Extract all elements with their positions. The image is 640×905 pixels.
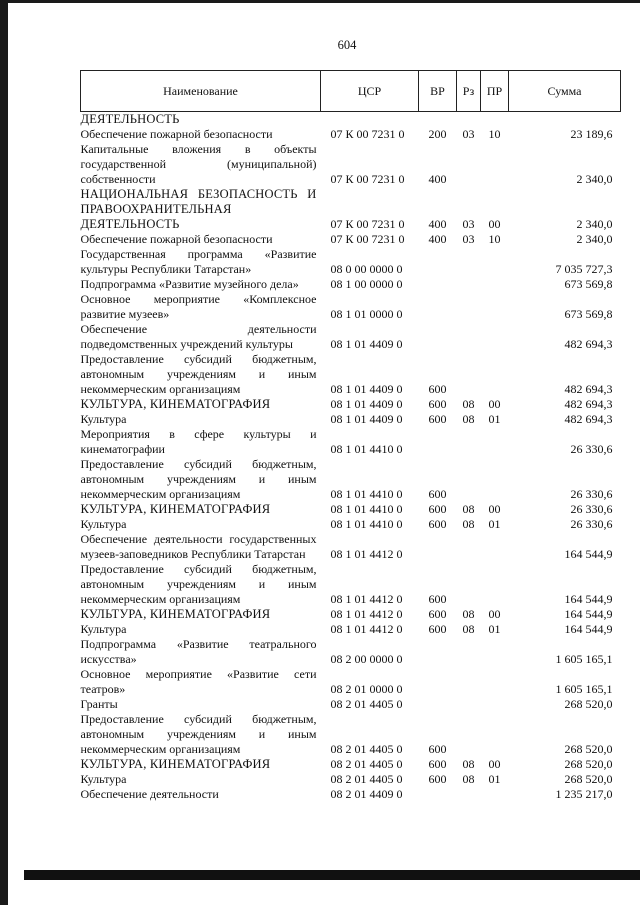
row-sum: 482 694,3 [564, 412, 613, 426]
row-pr [481, 712, 509, 757]
row-rz: 08 [462, 622, 475, 636]
row-csr: 07 К 00 7231 0 [330, 232, 405, 246]
row-pr [481, 277, 509, 292]
row-pr [481, 142, 509, 187]
row-csr: 08 2 01 4405 0 [330, 772, 403, 786]
row-sum: 268 520,0 [564, 772, 613, 786]
row-csr: 08 2 01 4405 0 [330, 757, 403, 771]
row-rz [457, 427, 481, 457]
row-pr [481, 532, 509, 562]
row-rz: 08 [462, 517, 475, 531]
header-vr: ВР [419, 71, 457, 112]
row-name-text: Культура [80, 412, 127, 426]
row-csr: 08 1 01 4409 0 [330, 382, 403, 396]
table-row [81, 517, 621, 532]
row-sum: 2 340,0 [576, 172, 613, 186]
scan-edge-top [0, 0, 640, 3]
page-number: 604 [337, 38, 357, 52]
row-name-text: Культура [80, 517, 127, 531]
header-rz: Рз [457, 71, 481, 112]
row-csr: 08 1 01 4412 0 [330, 607, 403, 621]
table-row [81, 352, 621, 397]
table-row [81, 622, 621, 637]
row-rz [457, 247, 481, 277]
row-sum: 26 330,6 [570, 517, 613, 531]
row-csr: 07 К 00 7231 0 [330, 127, 405, 141]
row-name [81, 292, 321, 322]
row-vr: 400 [428, 172, 447, 186]
row-name-text: Основное мероприятие «Комплексное развитие музеев» [80, 292, 317, 321]
table-row [81, 607, 621, 622]
row-pr [481, 457, 509, 502]
row-rz: 08 [462, 397, 475, 411]
row-rz [457, 322, 481, 352]
row-vr: 600 [428, 487, 447, 501]
row-name-text: Мероприятия в сфере культуры и кинематографии [80, 427, 317, 456]
row-sum: 482 694,3 [564, 382, 613, 396]
row-rz [457, 277, 481, 292]
row-pr [481, 787, 509, 802]
row-name-text: Основное мероприятие «Развитие сети театров» [80, 667, 317, 696]
row-csr: 08 2 01 4405 0 [330, 697, 403, 711]
table-row [81, 412, 621, 427]
header-pr: ПР [481, 71, 509, 112]
table-row [81, 712, 621, 757]
table-row [81, 757, 621, 772]
row-name [81, 502, 321, 517]
row-pr: 00 [488, 607, 501, 621]
row-name [81, 532, 321, 562]
row-sum: 7 035 727,3 [555, 262, 613, 276]
row-sum [509, 112, 621, 128]
table-row [81, 562, 621, 607]
row-vr: 600 [428, 397, 447, 411]
table-row [81, 397, 621, 412]
row-sum: 164 544,9 [564, 607, 613, 621]
row-name-text: Гранты [80, 697, 118, 711]
row-pr [481, 427, 509, 457]
row-vr: 200 [428, 127, 447, 141]
row-sum: 482 694,3 [564, 397, 613, 411]
row-name [81, 412, 321, 427]
row-name [81, 787, 321, 802]
row-sum: 1 235 217,0 [555, 787, 613, 801]
row-sum: 26 330,6 [570, 487, 613, 501]
row-name-text: Обеспечение пожарной безопасности [80, 232, 273, 246]
row-name [81, 427, 321, 457]
row-name [81, 757, 321, 772]
row-vr [419, 277, 457, 292]
row-vr: 600 [428, 382, 447, 396]
row-name [81, 142, 321, 187]
row-pr [481, 667, 509, 697]
table-body [81, 112, 621, 803]
row-name [81, 772, 321, 787]
row-name-text: Капитальные вложения в объекты государственной (муниципальной) собственности [80, 142, 317, 186]
row-pr [481, 637, 509, 667]
row-sum: 673 569,8 [564, 307, 613, 321]
row-pr [481, 352, 509, 397]
row-name [81, 352, 321, 397]
row-vr: 600 [428, 772, 447, 786]
scan-edge-bottom [24, 870, 640, 880]
row-vr [419, 787, 457, 802]
row-vr: 400 [428, 232, 447, 246]
row-name [81, 322, 321, 352]
row-sum: 268 520,0 [564, 697, 613, 711]
table-row [81, 427, 621, 457]
table-row [81, 667, 621, 697]
row-name [81, 667, 321, 697]
row-name [81, 712, 321, 757]
row-csr: 08 1 01 4412 0 [330, 622, 403, 636]
table-row [81, 187, 621, 232]
row-name [81, 112, 321, 128]
row-pr: 10 [488, 127, 501, 141]
row-rz [457, 532, 481, 562]
row-rz [457, 787, 481, 802]
row-csr: 07 К 00 7231 0 [330, 217, 405, 231]
row-rz: 08 [462, 502, 475, 516]
row-csr: 08 0 00 0000 0 [330, 262, 403, 276]
row-csr: 08 1 01 4409 0 [330, 337, 403, 351]
row-vr: 600 [428, 607, 447, 621]
row-vr [419, 667, 457, 697]
row-pr: 10 [488, 232, 501, 246]
row-csr: 08 1 00 0000 0 [330, 277, 403, 291]
row-pr [481, 322, 509, 352]
row-vr [419, 697, 457, 712]
header-name: Наименование [81, 71, 321, 112]
table-row [81, 142, 621, 187]
budget-table-wrapper [80, 70, 620, 802]
row-vr: 400 [428, 217, 447, 231]
row-name [81, 622, 321, 637]
table-row [81, 787, 621, 802]
row-rz [457, 292, 481, 322]
row-sum: 164 544,9 [564, 547, 613, 561]
row-rz: 03 [462, 217, 475, 231]
row-vr [419, 427, 457, 457]
table-row [81, 127, 621, 142]
row-csr: 08 1 01 4409 0 [330, 397, 403, 411]
row-pr: 01 [488, 412, 501, 426]
row-rz: 08 [462, 772, 475, 786]
row-name [81, 277, 321, 292]
row-pr: 00 [488, 217, 501, 231]
row-csr [321, 112, 419, 128]
row-rz [457, 637, 481, 667]
row-pr [481, 562, 509, 607]
row-name-text: ДЕЯТЕЛЬНОСТЬ [80, 112, 180, 126]
row-vr [419, 322, 457, 352]
row-name [81, 517, 321, 532]
row-name-text: Обеспечение пожарной безопасности [80, 127, 273, 141]
table-row [81, 112, 621, 128]
row-name [81, 607, 321, 622]
row-rz [457, 142, 481, 187]
row-csr: 08 1 01 4412 0 [330, 592, 403, 606]
row-name-text: Обеспечение деятельности государственных музеев-заповедников Республики Татарстан [80, 532, 317, 561]
row-csr: 08 2 01 4409 0 [330, 787, 403, 801]
row-name-text: Обеспечение деятельности подведомственных учреждений культуры [80, 322, 317, 351]
table-row [81, 247, 621, 277]
row-csr: 08 2 01 0000 0 [330, 682, 403, 696]
row-rz: 08 [462, 607, 475, 621]
row-name [81, 637, 321, 667]
row-vr [419, 292, 457, 322]
row-name [81, 232, 321, 247]
row-csr: 08 1 01 4412 0 [330, 547, 403, 561]
row-name [81, 457, 321, 502]
row-sum: 673 569,8 [564, 277, 613, 291]
row-csr: 08 1 01 0000 0 [330, 307, 403, 321]
row-csr: 08 2 01 4405 0 [330, 742, 403, 756]
row-sum: 482 694,3 [564, 337, 613, 351]
row-sum: 268 520,0 [564, 757, 613, 771]
row-csr: 08 1 01 4410 0 [330, 487, 403, 501]
row-vr [419, 532, 457, 562]
table-row [81, 502, 621, 517]
row-name-text: Предоставление субсидий бюджетным, автономным учреждениям и иным некоммерческим организациям [80, 457, 317, 501]
row-vr: 600 [428, 502, 447, 516]
table-row [81, 772, 621, 787]
row-pr: 00 [488, 757, 501, 771]
row-name-text: Подпрограмма «Развитие музейного дела» [80, 277, 299, 291]
row-pr: 01 [488, 517, 501, 531]
row-sum: 1 605 165,1 [555, 682, 613, 696]
row-name-text: НАЦИОНАЛЬНАЯ БЕЗОПАСНОСТЬ И ПРАВООХРАНИТЕЛЬНАЯ ДЕЯТЕЛЬНОСТЬ [80, 187, 317, 231]
row-vr: 600 [428, 592, 447, 606]
row-vr: 600 [428, 622, 447, 636]
row-csr: 08 1 01 4410 0 [330, 517, 403, 531]
row-name-text: Предоставление субсидий бюджетным, автономным учреждениям и иным некоммерческим организациям [80, 712, 317, 756]
row-pr: 00 [488, 502, 501, 516]
row-name-text: Подпрограмма «Развитие театрального искусства» [80, 637, 317, 666]
header-sum: Сумма [509, 71, 621, 112]
row-csr: 07 К 00 7231 0 [330, 172, 405, 186]
table-row [81, 292, 621, 322]
row-sum: 26 330,6 [570, 502, 613, 516]
row-pr [481, 697, 509, 712]
row-vr: 600 [428, 742, 447, 756]
row-vr [419, 112, 457, 128]
row-name [81, 397, 321, 412]
row-sum: 164 544,9 [564, 592, 613, 606]
row-csr: 08 2 00 0000 0 [330, 652, 403, 666]
row-name [81, 247, 321, 277]
row-name-text: КУЛЬТУРА, КИНЕМАТОГРАФИЯ [80, 607, 271, 621]
row-name-text: Предоставление субсидий бюджетным, автономным учреждениям и иным некоммерческим организациям [80, 562, 317, 606]
row-pr: 01 [488, 772, 501, 786]
row-name [81, 127, 321, 142]
row-name [81, 562, 321, 607]
row-pr [481, 292, 509, 322]
row-sum: 268 520,0 [564, 742, 613, 756]
row-rz [457, 712, 481, 757]
row-rz: 03 [462, 232, 475, 246]
row-sum: 1 605 165,1 [555, 652, 613, 666]
row-name [81, 187, 321, 232]
row-rz [457, 697, 481, 712]
row-name-text: Государственная программа «Развитие культуры Республики Татарстан» [80, 247, 317, 276]
table-header [81, 71, 621, 112]
row-sum: 164 544,9 [564, 622, 613, 636]
row-vr: 600 [428, 517, 447, 531]
row-rz: 08 [462, 757, 475, 771]
row-rz [457, 352, 481, 397]
table-row [81, 637, 621, 667]
row-name-text: КУЛЬТУРА, КИНЕМАТОГРАФИЯ [80, 502, 271, 516]
row-name-text: Предоставление субсидий бюджетным, автономным учреждениям и иным некоммерческим организациям [80, 352, 317, 396]
row-sum: 2 340,0 [576, 217, 613, 231]
table-row [81, 277, 621, 292]
scan-edge-left [0, 0, 8, 905]
row-name-text: Культура [80, 622, 127, 636]
row-pr: 00 [488, 397, 501, 411]
row-csr: 08 1 01 4410 0 [330, 442, 403, 456]
row-name-text: КУЛЬТУРА, КИНЕМАТОГРАФИЯ [80, 757, 271, 771]
row-vr: 600 [428, 412, 447, 426]
row-name-text: Обеспечение деятельности [80, 787, 219, 801]
table-row [81, 457, 621, 502]
row-csr: 08 1 01 4410 0 [330, 502, 403, 516]
row-rz: 03 [462, 127, 475, 141]
row-pr [481, 247, 509, 277]
table-row [81, 232, 621, 247]
row-name-text: Культура [80, 772, 127, 786]
row-rz [457, 667, 481, 697]
row-rz [457, 562, 481, 607]
row-name-text: КУЛЬТУРА, КИНЕМАТОГРАФИЯ [80, 397, 271, 411]
row-rz [457, 112, 481, 128]
row-rz: 08 [462, 412, 475, 426]
row-rz [457, 457, 481, 502]
row-sum: 23 189,6 [570, 127, 613, 141]
row-pr [481, 112, 509, 128]
table-row [81, 532, 621, 562]
row-vr [419, 637, 457, 667]
budget-table [80, 70, 621, 802]
row-csr: 08 1 01 4409 0 [330, 412, 403, 426]
row-vr: 600 [428, 757, 447, 771]
row-vr [419, 247, 457, 277]
table-row [81, 697, 621, 712]
row-sum: 2 340,0 [576, 232, 613, 246]
table-row [81, 322, 621, 352]
row-name [81, 697, 321, 712]
row-sum: 26 330,6 [570, 442, 613, 456]
header-csr: ЦСР [321, 71, 419, 112]
row-pr: 01 [488, 622, 501, 636]
